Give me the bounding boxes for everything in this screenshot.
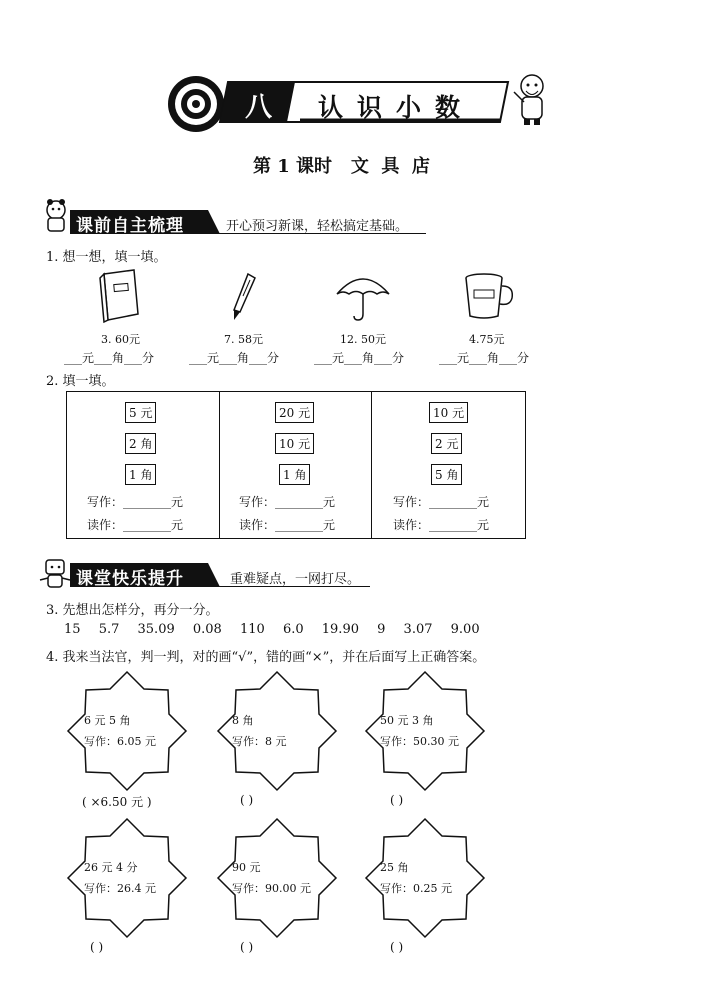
q3-number: 110	[239, 622, 265, 637]
old-man-mascot-icon	[510, 72, 550, 127]
book-icon	[98, 268, 142, 324]
section1-note: 开心预习新课，轻松搞定基础。	[226, 219, 409, 234]
money-box: 1 角	[125, 464, 156, 485]
read-line[interactable]: 读作：________元	[393, 518, 490, 532]
section2-mascot-icon	[38, 556, 74, 592]
section1-label: 课前自主梳理	[76, 216, 184, 236]
answer-1[interactable]: ( ×6.50 元 )	[82, 795, 152, 809]
blank-umbrella[interactable]: ___元___角___分	[314, 351, 405, 365]
price-cup: 4.75元	[469, 333, 505, 346]
write-line[interactable]: 写作：________元	[393, 495, 490, 509]
money-table	[66, 391, 526, 539]
blank-book[interactable]: ___元___角___分	[64, 351, 155, 365]
q3-number: 15	[64, 622, 81, 637]
star-frame-4	[66, 817, 188, 939]
section1-underline	[70, 233, 426, 234]
q1-prompt: 1. 想一想，填一填。	[46, 250, 167, 265]
star-frame-6	[364, 817, 486, 939]
money-box: 5 元	[125, 402, 156, 423]
price-pen: 7. 58元	[224, 333, 263, 346]
money-box: 1 角	[279, 464, 310, 485]
umbrella-icon	[334, 270, 392, 322]
write-line[interactable]: 写作：________元	[87, 495, 184, 509]
money-box: 2 元	[431, 433, 462, 454]
cup-icon	[462, 272, 516, 322]
price-book: 3. 60元	[101, 333, 140, 346]
star-frame-2	[216, 670, 338, 792]
read-line[interactable]: 读作：________元	[87, 518, 184, 532]
q3-number: 9.00	[450, 622, 480, 637]
q2-prompt: 2. 填一填。	[46, 374, 115, 389]
q3-number: 0.08	[192, 622, 222, 637]
q3-number-list	[64, 622, 494, 637]
answer-4[interactable]: ( )	[90, 940, 104, 954]
star-5-line2: 写作：90.00 元	[232, 882, 311, 895]
q3-number: 35.09	[137, 622, 175, 637]
price-umbrella: 12. 50元	[340, 333, 386, 346]
star-6-line2: 写作：0.25 元	[380, 882, 452, 895]
q3-number: 19.90	[321, 622, 359, 637]
q3-number: 3.07	[403, 622, 433, 637]
star-frame-3	[364, 670, 486, 792]
blank-cup[interactable]: ___元___角___分	[439, 351, 530, 365]
star-frame-1	[66, 670, 188, 792]
section2-underline	[70, 586, 370, 587]
star-5-line1: 90 元	[232, 861, 261, 874]
blank-pen[interactable]: ___元___角___分	[189, 351, 280, 365]
pen-icon	[228, 272, 258, 322]
section1-mascot-icon	[38, 198, 74, 234]
money-box: 5 角	[431, 464, 462, 485]
lesson-title: 第 1 课时 文 具 店	[253, 156, 430, 177]
answer-5[interactable]: ( )	[240, 940, 254, 954]
money-box: 20 元	[275, 402, 314, 423]
answer-3[interactable]: ( )	[390, 793, 404, 807]
chapter-title: 认识小数	[318, 93, 475, 122]
star-1-line2: 写作：6.05 元	[84, 735, 156, 748]
star-4-line1: 26 元 4 分	[84, 861, 138, 874]
star-2-line2: 写作：8 元	[232, 735, 287, 748]
read-line[interactable]: 读作：________元	[239, 518, 336, 532]
q4-prompt: 4. 我来当法官，判一判，对的画“√”，错的画“×”，并在后面写上正确答案。	[46, 650, 486, 665]
q3-prompt: 3. 先想出怎样分，再分一分。	[46, 603, 219, 618]
section2-note: 重难疑点，一网打尽。	[230, 572, 361, 587]
star-4-line2: 写作：26.4 元	[84, 882, 156, 895]
answer-2[interactable]: ( )	[240, 793, 254, 807]
star-2-line1: 8 角	[232, 714, 254, 727]
star-3-line2: 写作：50.30 元	[380, 735, 459, 748]
chapter-number: 八	[245, 92, 272, 123]
money-box: 10 元	[275, 433, 314, 454]
section2-label: 课堂快乐提升	[76, 569, 184, 589]
q3-number: 6.0	[282, 622, 304, 637]
money-box: 2 角	[125, 433, 156, 454]
star-frame-5	[216, 817, 338, 939]
q3-number: 9	[377, 622, 386, 637]
star-3-line1: 50 元 3 角	[380, 714, 434, 727]
money-box: 10 元	[429, 402, 468, 423]
star-6-line1: 25 角	[380, 861, 409, 874]
write-line[interactable]: 写作：________元	[239, 495, 336, 509]
q3-number: 5.7	[98, 622, 120, 637]
answer-6[interactable]: ( )	[390, 940, 404, 954]
star-1-line1: 6 元 5 角	[84, 714, 131, 727]
